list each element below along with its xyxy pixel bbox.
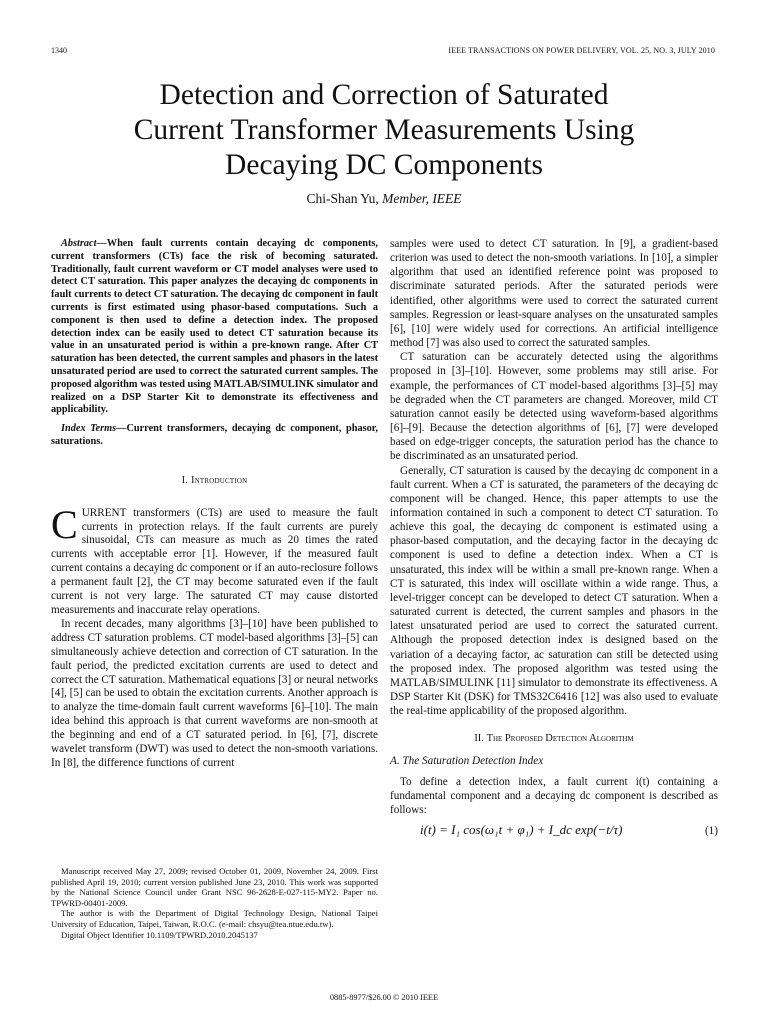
page-number: 1340 [51,46,67,55]
subsection-heading: A. The Saturation Detection Index [390,755,544,768]
section-numeral: I. [181,474,189,486]
body-paragraph: samples were used to detect CT saturation. In [9], a gradient-based criterion was used to detect the non-smooth variations. In [10], a simpler algorithm that used an identified reference point was proposed to discriminate saturated periods. After the saturated periods were identified, other algorithms were used to correct the saturated current samples. Regression or least-square analyses on the unsaturated samples [6], [10] were widely used for corrections. An artificial intelligence method [7] was also used to correct the saturated samples. [390,238,718,350]
index-terms [51,423,378,449]
index-terms-label: Index Terms— [61,423,127,435]
body-paragraph: To define a detection index, a fault current i(t) containing a fundamental component and a decaying dc component is described as follows: [390,775,718,816]
section-numeral: II. [474,733,484,745]
footnote: Digital Object Identifier 10.1109/TPWRD.2010.2045137 [61,929,258,940]
section-heading [390,732,718,746]
footnotes [51,866,378,940]
journal-header: IEEE TRANSACTIONS ON POWER DELIVERY, VOL. 25, NO. 3, JULY 2010 [448,46,715,55]
intro-paragraph [51,501,378,618]
author-name: Chi-Shan Yu, [306,191,379,206]
left-column [51,238,378,771]
author-membership: Member, IEEE [382,191,462,206]
section-title: The Proposed Detection Algorithm [486,733,634,745]
author-line [0,191,768,207]
abstract-text: When fault currents contain decaying dc components, current transformers (CTs) face the risk of becoming saturated. Traditionally, fault current waveform or CT model analyses were used to detect CT saturation. This paper analyzes the decaying dc components in fault currents to detect CT saturation. The decaying dc component in fault currents is first estimated using phasor-based computations. Such a component is then used to define a detection index. The proposed detection index can be easily used to detect CT saturation because its value in an unsaturated period is within a pre-known range. After CT saturation has been detected, the current samples and phasors in the latest unsaturated period are used to correct the saturated current samples. The proposed algorithm was tested using MATLAB/SIMULINK simulator and realized on a DSP Starter Kit to demonstrate its effectiveness and applicability. [51,238,378,416]
footnote: The author is with the Department of Digital Technology Design, National Taipei University of Education, Taipei, Taiwan, R.O.C. (e-mail: chsyu@tea.ntue.edu.tw). [51,908,378,929]
copyright-line: 0885-8977/$26.00 © 2010 IEEE [329,993,439,1002]
abstract [51,238,378,417]
paper-title [60,78,708,183]
drop-cap: C [51,501,78,547]
equation-number: (1) [704,825,718,838]
index-terms-text: Current transformers, decaying dc component, phasor, saturations. [51,423,378,447]
body-paragraph: Generally, CT saturation is caused by the decaying dc component in a fault current. When a CT is saturated, the parameters of the decaying dc component will be changed. Hence, this paper attempts to use the information contained in such a component to detect CT saturation. To achieve this goal, the decaying dc component is estimated using a phasor-based computation, and the decaying factor in the decaying dc component is used to define a detection index. When a CT is unsaturated, this index will be within a small pre-known range. When a CT is saturated, this index will oscillate within a wide range. Thus, a level-trigger concept can be developed to detect CT saturation. When a saturated current is detected, the current samples and phasors in the latest unsaturated period are used to correct the saturated current. Although the proposed detection index is designed based on the variation of a decaying factor, ac saturation can still be detected using the proposed index. The proposed algorithm was tested using the MATLAB/SIMULINK [11] simulator to demonstrate its effectiveness. A DSP Starter Kit (DSK) for TMS32C6416 [12] was also used to evaluate the real-time applicability of the proposed algorithm. [390,464,718,718]
title-line: Detection and Correction of Saturated [159,79,609,111]
intro-paragraph: In recent decades, many algorithms [3]–[10] have been published to address CT saturation problems. CT model-based algorithms [3]–[5] can simultaneously achieve detection and correction of CT saturation. In the fault period, the predicted excitation currents are used to detect and correct the CT saturation. Mathematical equations [3] or neural networks [4], [5] can be used to obtain the excitation currents. Another approach is to analyze the time-domain fault current waveforms [6]–[10]. The main idea behind this approach is that current waveforms are non-smooth at the beginning and end of a CT saturated period. In [6], [7], discrete wavelet transform (DWT) was used to detect the non-smooth variations. In [8], the difference functions of current [51,617,378,769]
equation-body: i(t) = I₁ cos(ω₁t + φ₁) + I_dc exp(−t/τ) [420,822,623,838]
right-column [390,237,718,843]
equation [390,821,718,843]
body-paragraph: CT saturation can be accurately detected using the algorithms proposed in [3]–[10]. However, some problems may still arise. For example, the performances of CT model-based algorithms [3]–[5] may be degraded when the CT parameters are changed. Moreover, mild CT saturation cannot easily be detected using waveform-based algorithms [6]–[9]. Because the detection algorithms of [6], [7] were developed based on edge-trigger concepts, the saturation period has the chance to be discriminated as an unsaturated period. [390,351,718,463]
footnote: Manuscript received May 27, 2009; revised October 01, 2009, November 24, 2009. First published April 19, 2010; current version published June 23, 2010. This work was supported by the National Science Council under Grant NSC 96-2628-E-027-115-MY2. Paper no. TPWRD-00401-2009. [51,866,378,908]
intro-text: URRENT transformers (CTs) are used to measure the fault currents in protection relays. If the fault currents are purely sinusoidal, CTs can measure as much as 20 times the rated currents with acceptable error [1]. However, if the measured fault current contains a decaying dc component or if an auto-reclosure follows a permanent fault [2], the CT may become saturated even if the fault current is not very large. The saturated CT may cause distorted measurements and inaccurate relay operations. [51,506,378,616]
title-line: Current Transformer Measurements Using [133,114,635,146]
abstract-label: Abstract— [61,238,107,249]
title-line: Decaying DC Components [225,149,543,181]
section-heading [51,474,378,488]
section-title: Introduction [190,474,248,486]
